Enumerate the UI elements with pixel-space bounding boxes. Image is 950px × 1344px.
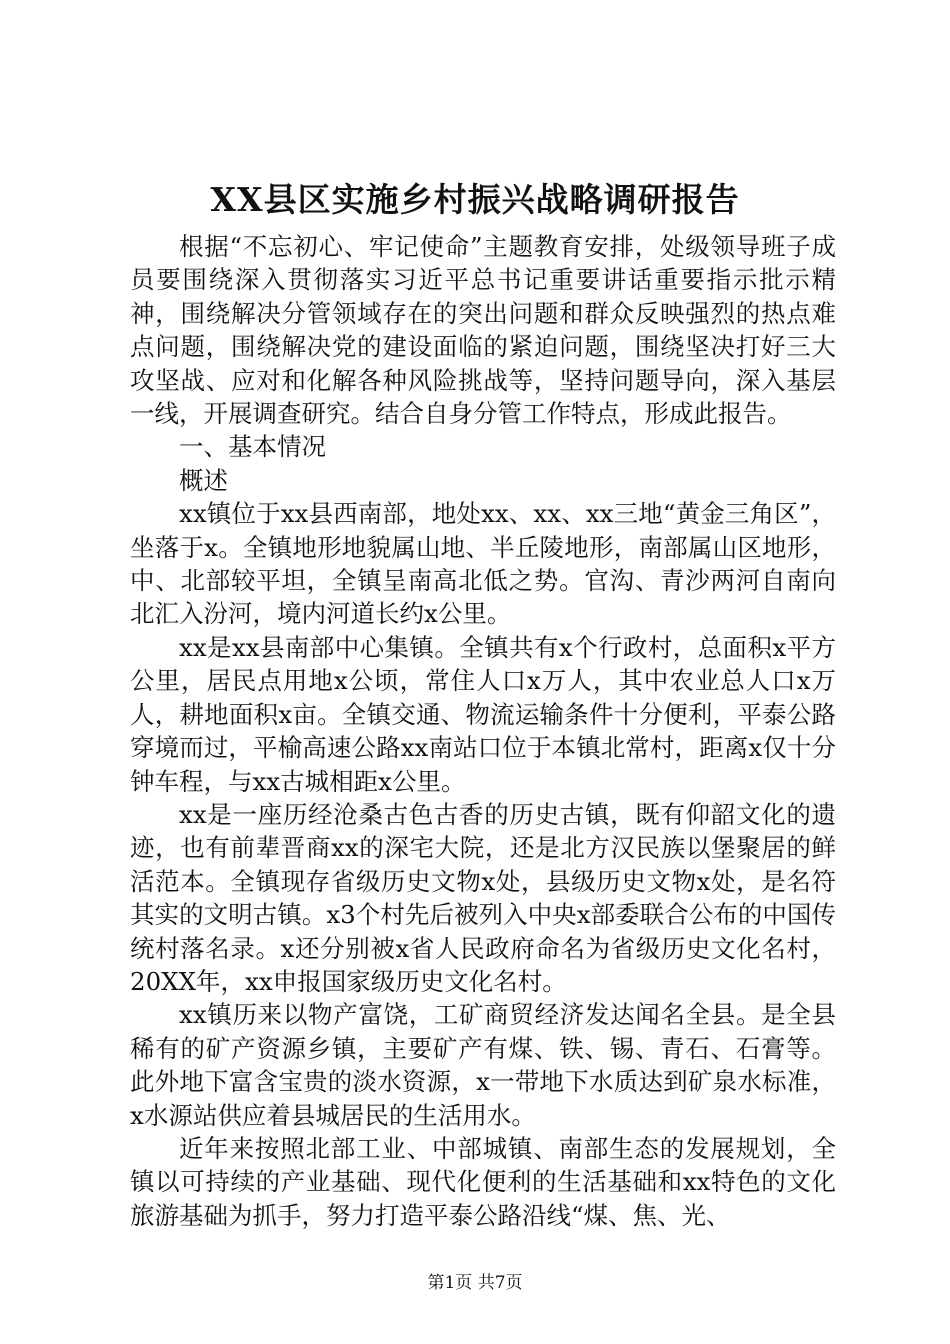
- paragraph-resources: xx镇历来以物产富饶，工矿商贸经济发达闻名全县。是全县稀有的矿产资源乡镇，主要矿产有煤、铁、锡、青石、石膏等。此外地下富含宝贵的淡水资源，x一带地下水质达到矿泉水标准，x水源站供应着县城居民的生活用水。: [130, 1000, 836, 1130]
- paragraph-town-center: xx是xx县南部中心集镇。全镇共有x个行政村，总面积x平方公里，居民点用地x公顷，常住人口x万人，其中农业总人口x万人，耕地面积x亩。全镇交通、物流运输条件十分便利，平泰公路穿境而过，平榆高速公路xx南站口位于本镇北常村，距离x仅十分钟车程，与xx古城相距x公里。: [130, 632, 836, 796]
- paragraph-location: xx镇位于xx县西南部，地处xx、xx、xx三地“黄金三角区”，坐落于x。全镇地形地貌属山地、半丘陵地形，南部属山区地形，中、北部较平坦，全镇呈南高北低之势。官沟、青沙两河自南向北汇入汾河，境内河道长约x公里。: [130, 499, 836, 629]
- section-heading-basic-situation: 一、基本情况: [179, 432, 326, 462]
- document-title: XX县区实施乡村振兴战略调研报告: [210, 180, 740, 219]
- paragraph-history: xx是一座历经沧桑古色古香的历史古镇，既有仰韶文化的遗迹，也有前辈晋商xx的深宅大院，还是北方汉民族以堡聚居的鲜活范本。全镇现存省级历史文物x处，县级历史文物x处，是名符其实的文明古镇。x3个村先后被列入中央x部委联合公布的中国传统村落名录。x还分别被x省人民政府命名为省级历史文化名村，20XX年，xx申报国家级历史文化名村。: [130, 799, 836, 996]
- subsection-heading-overview: 概述: [179, 465, 228, 495]
- document-body: [130, 230, 836, 1232]
- intro-paragraph: 根据“不忘初心、牢记使命”主题教育安排，处级领导班子成员要围绕深入贯彻落实习近平总书记重要讲话重要指示批示精神，围绕解决分管领域存在的突出问题和群众反映强烈的热点难点问题，围绕解决党的建设面临的紧迫问题，围绕坚决打好三大攻坚战、应对和化解各种风险挑战等，坚持问题导向，深入基层一线，开展调查研究。结合自身分管工作特点，形成此报告。: [130, 232, 836, 429]
- paragraph-development: 近年来按照北部工业、中部城镇、南部生态的发展规划，全镇以可持续的产业基础、现代化便利的生活基础和xx特色的文化旅游基础为抓手，努力打造平泰公路沿线“煤、焦、光、: [130, 1133, 836, 1230]
- page-footer: 第1页 共7页: [427, 1273, 523, 1293]
